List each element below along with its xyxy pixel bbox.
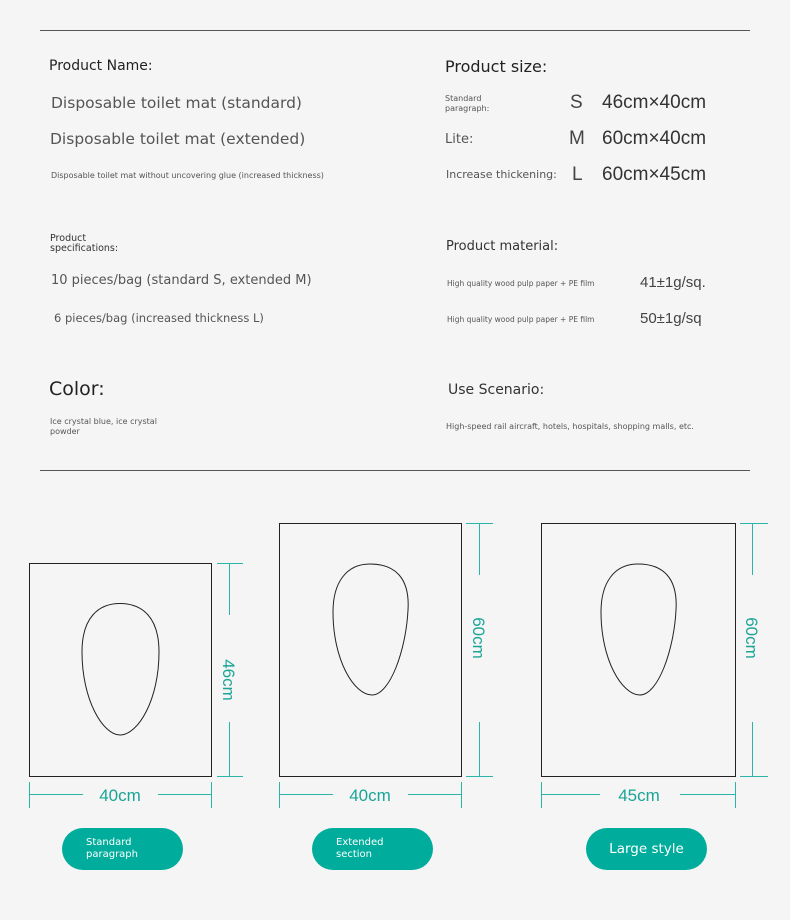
- size-m-dims: 60cm×40cm: [602, 128, 707, 149]
- material-row-1-text: High quality wood pulp paper + PE film: [447, 279, 595, 288]
- scenario-heading: Use Scenario:: [448, 382, 545, 398]
- product-name-heading: Product Name:: [49, 58, 153, 74]
- scenario-text: High-speed rail aircraft, hotels, hospitals, shopping malls, etc.: [446, 422, 694, 431]
- standard-paragraph-button[interactable]: [62, 828, 183, 870]
- extended-width-label: 40cm: [349, 786, 391, 805]
- extended-height-label: 60cm: [469, 617, 488, 659]
- large-button-label: Large style: [609, 841, 684, 857]
- material-heading: Product material:: [446, 239, 559, 254]
- size-s-label: [445, 94, 489, 114]
- standard-width-label: 40cm: [99, 786, 141, 805]
- seat-hole-large: [601, 564, 676, 695]
- seat-hole-standard: [82, 604, 159, 736]
- top-divider: [40, 30, 750, 31]
- spec-item-2: 6 pieces/bag (increased thickness L): [54, 311, 264, 325]
- product-name-thick: Disposable toilet mat without uncovering glue (increased thickness): [51, 171, 324, 180]
- product-name-extended: Disposable toilet mat (extended): [50, 130, 306, 148]
- color-values: [50, 417, 157, 437]
- large-width-label: 45cm: [618, 786, 660, 805]
- specifications-heading: [50, 234, 118, 254]
- color-values-line2: powder: [50, 427, 80, 436]
- large-style-button[interactable]: [586, 828, 707, 870]
- standard-height-label: 46cm: [219, 659, 238, 701]
- extended-button-line1: Extended: [336, 837, 384, 848]
- product-size-heading: Product size:: [445, 57, 548, 76]
- material-row-2-weight: 50±1g/sq: [640, 310, 702, 327]
- extended-button-line2: section: [336, 849, 373, 860]
- specifications-heading-line2: specifications:: [50, 243, 119, 254]
- size-s-letter: S: [570, 92, 583, 113]
- bottom-divider: [40, 470, 750, 471]
- mat-extended-outline: [280, 524, 462, 777]
- size-s-label-line1: Standard: [445, 94, 482, 103]
- size-l-letter: L: [572, 164, 583, 185]
- size-l-label: Increase thickening:: [446, 168, 557, 181]
- size-m-label: Lite:: [445, 132, 474, 147]
- material-row-2-text: High quality wood pulp paper + PE film: [447, 315, 595, 324]
- color-heading: Color:: [49, 378, 105, 400]
- extended-section-button[interactable]: [312, 828, 433, 870]
- size-s-dims: 46cm×40cm: [602, 92, 707, 113]
- seat-hole-extended: [333, 564, 408, 695]
- large-height-label: 60cm: [742, 617, 761, 659]
- size-m-letter: M: [569, 128, 585, 149]
- color-values-line1: Ice crystal blue, ice crystal: [50, 417, 157, 426]
- product-name-standard: Disposable toilet mat (standard): [51, 94, 302, 112]
- material-row-1-weight: 41±1g/sq.: [640, 274, 706, 291]
- size-l-dims: 60cm×45cm: [602, 164, 707, 185]
- specifications-heading-line1: Product: [50, 233, 87, 244]
- standard-button-line1: Standard: [86, 837, 132, 848]
- size-diagrams: [0, 500, 790, 820]
- standard-button-line2: paragraph: [86, 849, 138, 860]
- mat-standard-outline: [30, 564, 212, 777]
- mat-large-outline: [542, 524, 736, 777]
- spec-item-1: 10 pieces/bag (standard S, extended M): [51, 273, 312, 288]
- size-s-label-line2: paragraph:: [445, 104, 490, 113]
